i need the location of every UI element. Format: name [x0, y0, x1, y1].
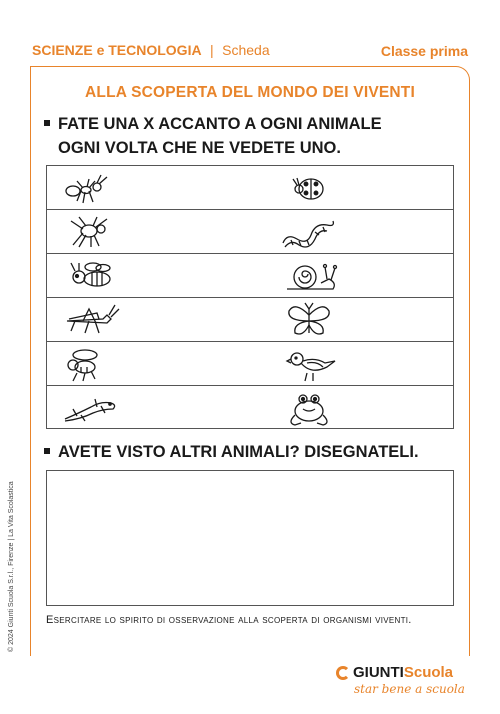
subject-heading: [32, 42, 270, 60]
subject-label: SCIENZE e TECNOLOGIA: [32, 42, 202, 58]
bullet-icon: [44, 448, 50, 454]
learning-objective: Esercitare lo spirito di osservazione alla scoperta di organismi viventi.: [46, 614, 412, 626]
snail-icon: [277, 257, 341, 295]
header-separator: |: [210, 42, 214, 58]
instruction2-text: AVETE VISTO ALTRI ANIMALI? DISEGNATELI.: [58, 443, 419, 461]
butterfly-icon: [277, 301, 341, 339]
publisher-logo: [336, 664, 466, 704]
class-level: Classe prima: [380, 43, 468, 59]
grasshopper-icon: [59, 301, 123, 339]
logo-brand: GIUNTI: [353, 664, 404, 681]
table-row[interactable]: [47, 298, 453, 342]
lizard-icon: [59, 389, 123, 427]
instruction1-line1: FATE UNA X ACCANTO A OGNI ANIMALE: [58, 115, 382, 133]
ladybug-icon: [277, 169, 341, 207]
animal-tally-table: [46, 165, 454, 429]
giunti-logo-icon: [336, 666, 350, 680]
instruction-draw-animals: [44, 440, 454, 464]
ant-icon: [59, 169, 123, 207]
table-row[interactable]: [47, 386, 453, 430]
spider-icon: [59, 213, 123, 251]
fly-icon: [59, 345, 123, 383]
bird-icon: [277, 345, 341, 383]
logo-brand-scuola: Scuola: [403, 664, 454, 681]
instruction-mark-animals: [44, 112, 454, 160]
table-row[interactable]: [47, 210, 453, 254]
instruction1-line2: OGNI VOLTA CHE NE VEDETE UNO.: [58, 139, 341, 157]
bee-icon: [59, 257, 123, 295]
worm-icon: [277, 213, 341, 251]
table-row[interactable]: [47, 342, 453, 386]
bullet-icon: [44, 120, 50, 126]
logo-tagline: star bene a scuola: [354, 682, 465, 696]
table-row[interactable]: [47, 254, 453, 298]
page-header: [32, 40, 468, 62]
table-row[interactable]: [47, 166, 453, 210]
sheet-label: Scheda: [222, 42, 270, 58]
frog-icon: [277, 389, 341, 427]
page-title: ALLA SCOPERTA DEL MONDO DEI VIVENTI: [85, 84, 415, 101]
copyright-credit: © 2024 Giunti Scuola S.r.l., Firenze | La Vita Scolastica: [8, 481, 15, 652]
drawing-area[interactable]: [46, 470, 454, 606]
